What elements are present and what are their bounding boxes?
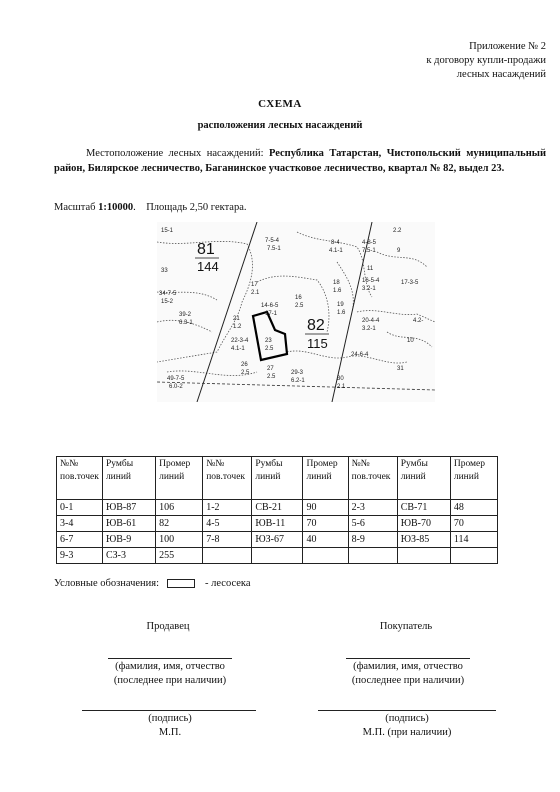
svg-text:4.1-1: 4.1-1 (231, 346, 245, 352)
svg-text:17: 17 (251, 282, 258, 288)
svg-text:18: 18 (333, 280, 340, 286)
svg-text:2.2: 2.2 (393, 228, 402, 234)
table-cell: 7-8 (203, 532, 252, 548)
header-cell: Румбы линий (397, 457, 450, 500)
svg-text:2.1: 2.1 (337, 384, 346, 390)
annex-line-3: лесных насаждений (456, 69, 546, 80)
lines-table (56, 456, 498, 564)
svg-text:22-3-4: 22-3-4 (231, 338, 249, 344)
table-cell: 255 (156, 548, 203, 564)
svg-text:17-3-5: 17-3-5 (401, 280, 419, 286)
svg-text:4.1-1: 4.1-1 (329, 248, 343, 254)
table-cell: ЮЗ-85 (397, 532, 450, 548)
svg-text:115: 115 (307, 336, 328, 351)
buyer-sign-block (318, 712, 496, 740)
svg-text:144: 144 (197, 259, 219, 274)
seller-name-hint (92, 660, 248, 688)
annex-line-1: Приложение № 2 (469, 41, 546, 52)
svg-text:26: 26 (241, 362, 248, 368)
seller-sign-hint: (подпись) (148, 713, 192, 724)
table-cell: СВ-71 (397, 500, 450, 516)
svg-text:17-1: 17-1 (265, 311, 278, 317)
table-cell: ЮВ-87 (102, 500, 155, 516)
svg-text:6.0-2: 6.0-2 (169, 384, 183, 390)
svg-text:2.5: 2.5 (241, 370, 250, 376)
svg-text:2.5: 2.5 (267, 374, 276, 380)
svg-text:4.2-: 4.2- (413, 318, 424, 324)
svg-text:27: 27 (267, 366, 274, 372)
annex-header (326, 40, 546, 82)
table-cell (203, 548, 252, 564)
svg-text:14-6-5: 14-6-5 (261, 303, 279, 309)
seller-signature-line (82, 710, 256, 711)
scale-value: 1:10000 (98, 202, 134, 213)
area-text: Площадь 2,50 гектара. (146, 202, 247, 213)
location-value: Республика Татарстан, Чистопольский муниципальный район, Билярское лесничество, Баганинское участковое лесничество, квартал № 82, выдел 23. (54, 148, 546, 174)
table-cell: ЮВ-61 (102, 516, 155, 532)
svg-text:6.3-1: 6.3-1 (179, 320, 193, 326)
header-cell: №№ пов.точек (348, 457, 397, 500)
header-cell: Промер линий (450, 457, 497, 500)
table-cell: 70 (303, 516, 348, 532)
table-cell: 70 (450, 516, 497, 532)
svg-text:8-4: 8-4 (331, 240, 340, 246)
cutting-area-symbol (167, 579, 195, 588)
buyer-title: Покупатель (379, 621, 433, 632)
svg-text:15-2: 15-2 (161, 299, 174, 305)
table-cell (450, 548, 497, 564)
svg-text:21: 21 (233, 316, 240, 322)
svg-text:39-2: 39-2 (179, 312, 192, 318)
table-cell: ЮЗ-67 (252, 532, 303, 548)
svg-text:2.5: 2.5 (295, 303, 304, 309)
header-cell: №№ пов.точек (57, 457, 103, 500)
buyer-name-hint (328, 660, 488, 688)
document-subtitle: расположения лесных насаждений (197, 120, 363, 131)
svg-text:29-3: 29-3 (291, 370, 304, 376)
buyer-name-line (346, 658, 470, 659)
svg-text:16-5-4: 16-5-4 (362, 278, 380, 284)
scale-label: Масштаб (54, 202, 96, 213)
svg-text:20-4-4: 20-4-4 (362, 318, 380, 324)
table-cell: 114 (450, 532, 497, 548)
seller-name-hint-1: (фамилия, имя, отчество (115, 661, 225, 672)
header-cell: Румбы линий (102, 457, 155, 500)
svg-text:4-8-5: 4-8-5 (362, 240, 377, 246)
svg-text:2.5: 2.5 (265, 346, 274, 352)
buyer-sign-hint: (подпись) (385, 713, 429, 724)
forest-map (157, 222, 435, 402)
svg-text:30: 30 (337, 376, 344, 382)
buyer-signature-line (318, 710, 496, 711)
svg-text:15-1: 15-1 (161, 228, 174, 234)
seller-name-hint-2: (последнее при наличии) (113, 675, 227, 686)
svg-text:81: 81 (197, 241, 215, 258)
svg-text:7.5-1: 7.5-1 (267, 246, 281, 252)
table-cell: 40 (303, 532, 348, 548)
table-row (57, 548, 498, 564)
table-row (57, 516, 498, 532)
svg-text:7.5-1: 7.5-1 (362, 248, 376, 254)
svg-text:11: 11 (367, 266, 374, 272)
buyer-name-hint-2: (последнее при наличии) (351, 675, 465, 686)
table-header-row (57, 457, 498, 500)
header-cell: Румбы линий (252, 457, 303, 500)
svg-text:1.6: 1.6 (337, 310, 346, 316)
seller-stamp: М.П. (158, 727, 182, 738)
location-paragraph (54, 147, 546, 176)
table-row (57, 500, 498, 516)
svg-text:3.2-1: 3.2-1 (362, 286, 376, 292)
legend-item: - лесосека (205, 578, 251, 589)
table-cell: 1-2 (203, 500, 252, 516)
table-row (57, 532, 498, 548)
seller-name-line (108, 658, 232, 659)
table-cell: СЗ-3 (102, 548, 155, 564)
legend (54, 578, 251, 589)
table-cell: 5-6 (348, 516, 397, 532)
seller-title: Продавец (146, 621, 190, 632)
svg-text:16: 16 (295, 295, 302, 301)
table-cell: 6-7 (57, 532, 103, 548)
buyer-name-hint-1: (фамилия, имя, отчество (353, 661, 463, 672)
table-cell: 4-5 (203, 516, 252, 532)
table-cell: ЮВ-70 (397, 516, 450, 532)
table-cell: СВ-21 (252, 500, 303, 516)
scale-line: Масштаб 1:10000. Площадь 2,50 гектара. (54, 202, 247, 213)
svg-text:9: 9 (397, 248, 401, 254)
table-cell (303, 548, 348, 564)
svg-text:31: 31 (397, 366, 404, 372)
svg-text:49-7-5: 49-7-5 (167, 376, 185, 382)
table-cell: 48 (450, 500, 497, 516)
table-cell: ЮВ-11 (252, 516, 303, 532)
svg-text:23: 23 (265, 338, 272, 344)
table-cell: 9-3 (57, 548, 103, 564)
svg-text:19: 19 (337, 302, 344, 308)
table-cell: 100 (156, 532, 203, 548)
table-cell: 2-3 (348, 500, 397, 516)
annex-line-2: к договору купли-продажи (426, 55, 546, 66)
svg-text:3.2-1: 3.2-1 (362, 326, 376, 332)
legend-label: Условные обозначения: (54, 578, 160, 589)
table-cell: ЮВ-9 (102, 532, 155, 548)
table-cell: 3-4 (57, 516, 103, 532)
table-cell: 8-9 (348, 532, 397, 548)
header-cell: №№ пов.точек (203, 457, 252, 500)
location-label: Местоположение лесных насаждений: (86, 148, 264, 159)
svg-text:6.2-1: 6.2-1 (291, 378, 305, 384)
table-cell: 0-1 (57, 500, 103, 516)
svg-text:82: 82 (307, 317, 325, 334)
table-cell: 82 (156, 516, 203, 532)
svg-text:10: 10 (407, 338, 414, 344)
table-cell (252, 548, 303, 564)
table-cell: 106 (156, 500, 203, 516)
header-cell: Промер линий (303, 457, 348, 500)
table-cell: 90 (303, 500, 348, 516)
seller-sign-block (92, 712, 248, 740)
table-cell (397, 548, 450, 564)
document-title: СХЕМА (258, 98, 302, 110)
svg-text:34-7-5: 34-7-5 (159, 291, 177, 297)
svg-text:1.6: 1.6 (333, 288, 342, 294)
svg-text:24-6-4: 24-6-4 (351, 352, 369, 358)
svg-text:2.1: 2.1 (251, 290, 260, 296)
svg-text:1.2: 1.2 (233, 324, 242, 330)
buyer-stamp: М.П. (при наличии) (362, 727, 452, 738)
table-cell (348, 548, 397, 564)
svg-text:7-5-4: 7-5-4 (265, 238, 280, 244)
svg-text:33: 33 (161, 268, 168, 274)
header-cell: Промер линий (156, 457, 203, 500)
